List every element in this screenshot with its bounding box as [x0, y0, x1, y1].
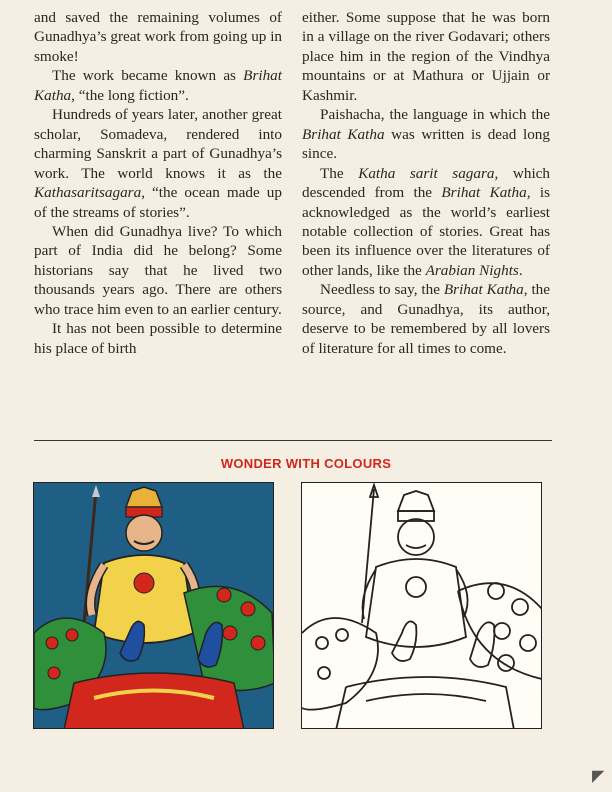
- text-run: Paishacha, the language in which the: [320, 106, 550, 124]
- paragraph: [34, 319, 282, 358]
- title-italic: Katha sarit sagara: [358, 164, 495, 182]
- text-run: , “the ocean made up of the streams of stories”.: [34, 184, 282, 221]
- paragraph: [34, 222, 282, 319]
- paragraph: [34, 105, 282, 222]
- text-column-right: [302, 8, 550, 358]
- title-italic: Kathasaritsagara: [34, 184, 142, 202]
- king-on-peacock-colour-image: [34, 483, 274, 729]
- text-run: Needless to say, the: [320, 281, 444, 299]
- title-italic: Brihat Katha: [443, 281, 524, 299]
- king-on-peacock-outline-image: [302, 483, 542, 729]
- text-run: , which descended from the: [302, 164, 550, 202]
- paragraph: [34, 8, 282, 66]
- text-column-left: [34, 8, 282, 358]
- text-run: , the source, and Gunadhya, its author, deserve to be remembered by all lovers of literature for all times to come.: [302, 281, 550, 357]
- text-run: .: [518, 261, 523, 279]
- title-italic: Arabian Nights: [425, 261, 519, 279]
- title-italic: Brihat Katha: [441, 184, 527, 202]
- text-run: The work became known as: [52, 67, 244, 85]
- paragraph: [302, 164, 550, 281]
- text-run: was written is dead long since.: [302, 125, 550, 163]
- page-corner-mark: ◤: [592, 766, 605, 785]
- text-run: It has not been possible to determine his place of birth: [34, 320, 282, 357]
- text-run: , is acknowledged as the world’s earliest notable collection of stories. Great has been its influence over the literatures of other lands, like the: [302, 184, 551, 279]
- outline-illustration: [301, 482, 542, 729]
- paragraph: [302, 8, 550, 105]
- text-run: The: [320, 164, 359, 182]
- title-italic: Brihat Katha: [34, 67, 282, 104]
- paragraph: [34, 66, 282, 105]
- text-run: , “the long fiction”.: [71, 86, 189, 104]
- paragraph: [302, 280, 550, 358]
- paragraph: [302, 105, 550, 163]
- section-divider: [34, 440, 552, 441]
- section-title: WONDER WITH COLOURS: [220, 456, 392, 471]
- text-run: either. Some suppose that he was born in a village on the river Godavari; others place him in the region of the Vindhya mountains or at Mathura or Ujjain or Kashmir.: [302, 9, 550, 104]
- title-italic: Brihat Katha: [302, 125, 385, 143]
- coloured-illustration: [33, 482, 274, 729]
- text-run: and saved the remaining volumes of Gunadhya’s great work from going up in smoke!: [34, 9, 283, 65]
- text-run: Hundreds of years later, another great scholar, Somadeva, rendered into charming Sanskrit a part of Gunadhya’s work. The world knows it as the: [34, 106, 282, 182]
- text-run: When did Gunadhya live? To which part of India did he belong? Some historians say that he lived two thousands years ago. There are others who trace him even to an earlier century.: [34, 222, 282, 318]
